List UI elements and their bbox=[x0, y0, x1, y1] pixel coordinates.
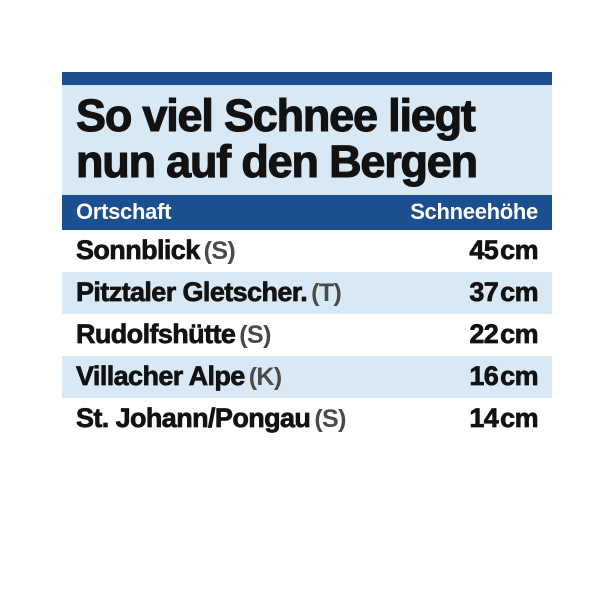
row-place-name: Villacher Alpe bbox=[76, 360, 245, 391]
table-row bbox=[62, 356, 552, 398]
headline-block bbox=[62, 85, 552, 195]
row-value-number: 22 bbox=[469, 318, 499, 349]
column-header-place: Ortschaft bbox=[76, 198, 172, 224]
row-value-unit: cm bbox=[500, 318, 538, 349]
row-place-region: (S) bbox=[239, 320, 271, 349]
row-value bbox=[469, 361, 538, 392]
row-value-number: 14 bbox=[469, 402, 499, 433]
row-value-unit: cm bbox=[500, 234, 538, 265]
row-place bbox=[76, 277, 341, 308]
row-place-name: Sonnblick bbox=[76, 234, 200, 265]
row-place bbox=[76, 235, 235, 266]
table-row bbox=[62, 314, 552, 356]
row-value-number: 16 bbox=[469, 360, 499, 391]
row-value-number: 37 bbox=[469, 276, 499, 307]
row-place-name: Rudolfshütte bbox=[76, 318, 236, 349]
headline-line-2: nun auf den Bergen bbox=[76, 135, 477, 187]
row-value-number: 45 bbox=[469, 234, 499, 265]
snow-depth-infographic bbox=[62, 72, 552, 440]
table-row bbox=[62, 230, 552, 272]
row-place-region: (K) bbox=[248, 362, 282, 391]
row-place bbox=[76, 403, 346, 434]
table-header-row bbox=[62, 195, 552, 230]
headline-line-1: So viel Schnee liegt bbox=[76, 90, 475, 141]
row-value bbox=[469, 319, 538, 350]
table-row bbox=[62, 272, 552, 314]
row-place bbox=[76, 319, 271, 350]
top-accent-bar bbox=[62, 72, 552, 85]
row-value-unit: cm bbox=[500, 276, 538, 307]
row-value-unit: cm bbox=[500, 402, 538, 433]
row-value-unit: cm bbox=[500, 360, 538, 391]
row-place-name: Pitztaler Gletscher. bbox=[76, 276, 308, 307]
row-place-region: (T) bbox=[311, 278, 342, 307]
row-value bbox=[469, 403, 538, 434]
column-header-value: Schneehöhe bbox=[410, 198, 538, 224]
row-place-name: St. Johann/Pongau bbox=[76, 402, 311, 433]
table-row bbox=[62, 398, 552, 440]
row-place bbox=[76, 361, 282, 392]
row-place-region: (S) bbox=[203, 236, 236, 265]
row-place-region: (S) bbox=[314, 404, 346, 433]
row-value bbox=[469, 277, 538, 308]
row-value bbox=[469, 235, 538, 266]
